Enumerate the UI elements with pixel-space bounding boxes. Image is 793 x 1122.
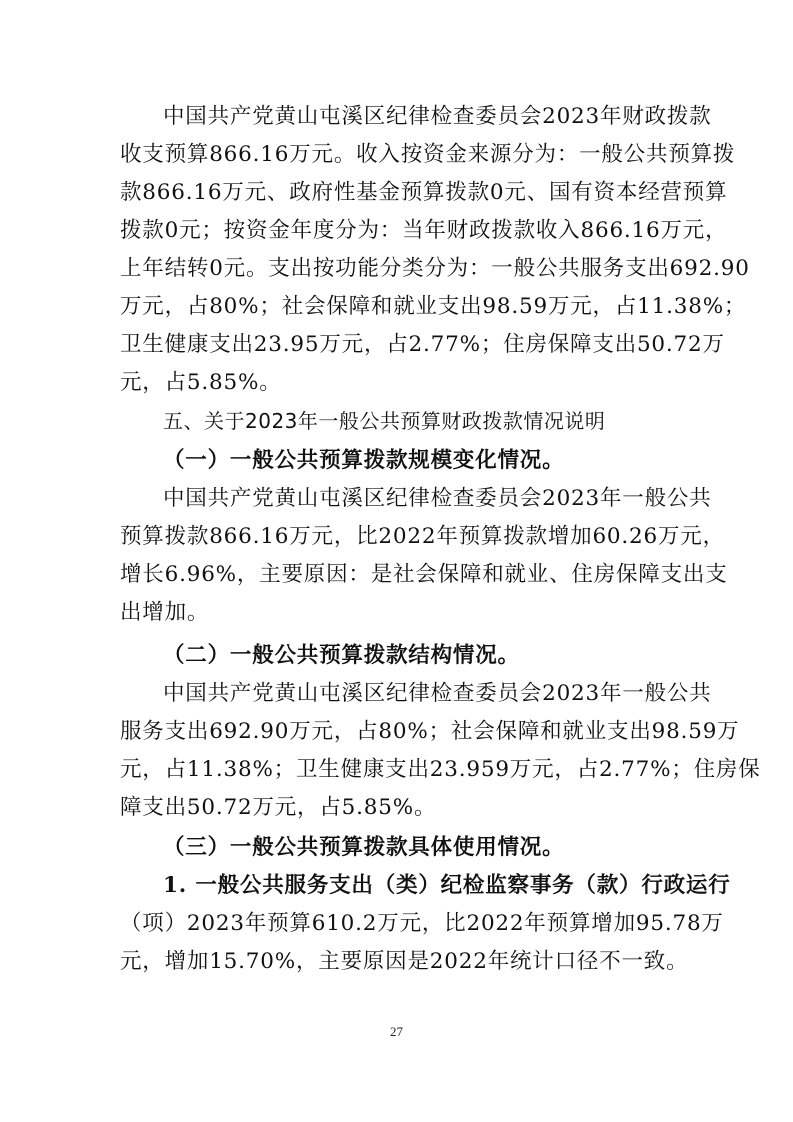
- paragraph-2-line-4: 出增加。: [120, 600, 210, 625]
- subheading-1: （一）一般公共预算拨款规模变化情况。: [163, 448, 565, 473]
- paragraph-3-line-1: 中国共产党黄山屯溪区纪律检查委员会2023年一般公共: [163, 681, 712, 706]
- paragraph-1-line-1: 中国共产党黄山屯溪区纪律检查委员会2023年财政拨款: [163, 104, 712, 129]
- paragraph-2-line-1: 中国共产党黄山屯溪区纪律检查委员会2023年一般公共: [163, 486, 712, 511]
- subheading-3: （三）一般公共预算拨款具体使用情况。: [163, 835, 565, 860]
- paragraph-3-line-3: 元，占11.38%；卫生健康支出23.959万元，占2.77%；住房保: [120, 757, 761, 782]
- paragraph-4-line-3: 元，增加15.70%，主要原因是2022年统计口径不一致。: [120, 949, 689, 974]
- paragraph-1-line-2: 收支预算866.16万元。收入按资金来源分为：一般公共预算拨: [120, 142, 736, 167]
- paragraph-4-line-1: 1. 一般公共服务支出（类）纪检监察事务（款）行政运行: [163, 873, 731, 898]
- paragraph-1-line-3: 款866.16万元、政府性基金预算拨款0元、国有资本经营预算: [120, 180, 728, 205]
- paragraph-1-line-5: 上年结转0元。支出按功能分类分为：一般公共服务支出692.90: [120, 256, 750, 281]
- paragraph-1-line-6: 万元，占80%；社会保障和就业支出98.59万元，占11.38%；: [120, 294, 747, 319]
- page-number: 27: [390, 1024, 403, 1039]
- paragraph-3-line-4: 障支出50.72万元，占5.85%。: [120, 795, 437, 820]
- subheading-2: （二）一般公共预算拨款结构情况。: [163, 643, 520, 668]
- paragraph-3-line-2: 服务支出692.90万元，占80%；社会保障和就业支出98.59万: [120, 719, 740, 744]
- paragraph-2-line-2: 预算拨款866.16万元，比2022年预算拨款增加60.26万元，: [120, 524, 725, 549]
- paragraph-1-line-4: 拨款0元；按资金年度分为：当年财政拨款收入866.16万元，: [120, 218, 728, 243]
- paragraph-1-line-7: 卫生健康支出23.95万元，占2.77%；住房保障支出50.72万: [120, 332, 725, 357]
- section-heading-5: 五、关于2023年一般公共预算财政拨款情况说明: [163, 409, 606, 433]
- paragraph-1-line-8: 元，占5.85%。: [120, 370, 282, 395]
- paragraph-4-line-2: （项）2023年预算610.2万元，比2022年预算增加95.78万: [120, 911, 724, 936]
- paragraph-2-line-3: 增长6.96%，主要原因：是社会保障和就业、住房保障支出支: [120, 562, 728, 587]
